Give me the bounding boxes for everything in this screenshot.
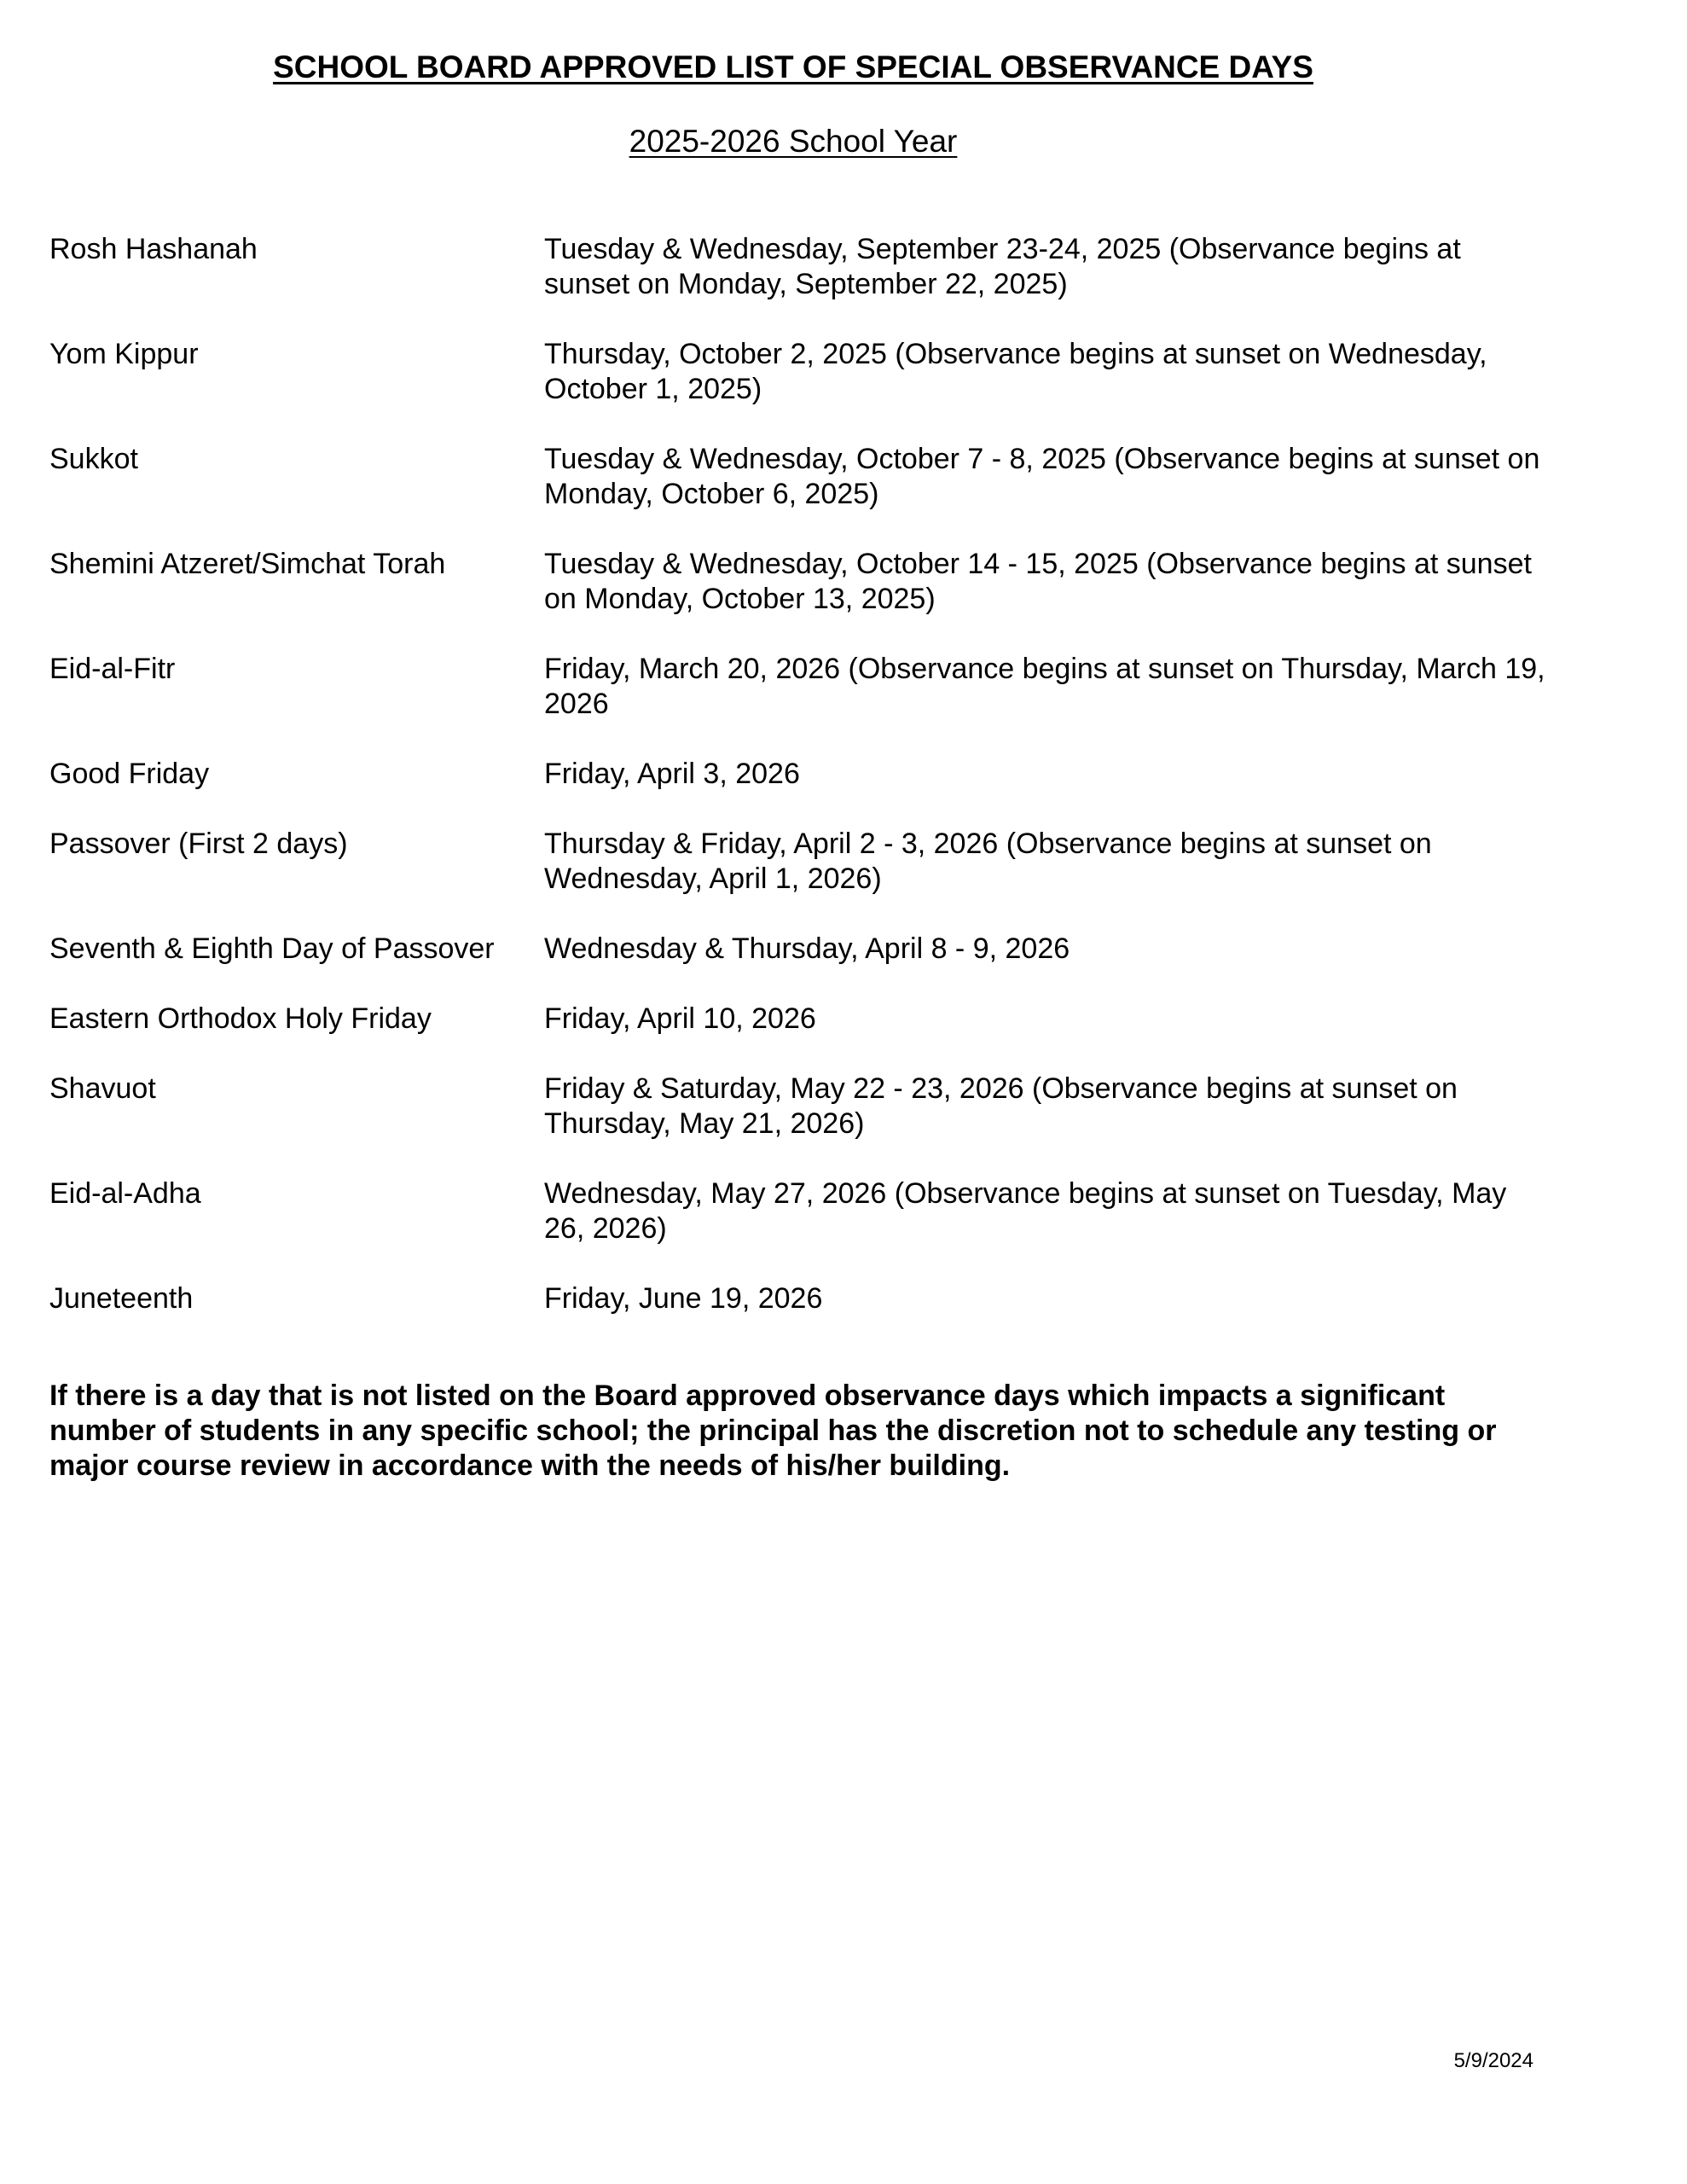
observance-date: Wednesday & Thursday, April 8 - 9, 2026 <box>544 932 1070 965</box>
observance-date: Thursday, October 2, 2025 (Observance begins at sunset on Wednesday, October 1, 2025) <box>544 338 1487 405</box>
observance-row <box>49 232 1551 302</box>
observance-name: Good Friday <box>49 758 210 790</box>
observance-date: Thursday & Friday, April 2 - 3, 2026 (Observance begins at sunset on Wednesday, April 1, 2026) <box>544 828 1432 895</box>
observance-date: Tuesday & Wednesday, October 14 - 15, 2025 (Observance begins at sunset on Monday, October 13, 2025) <box>544 548 1532 615</box>
observance-row <box>49 1002 1551 1037</box>
observance-name: Juneteenth <box>49 1282 194 1315</box>
observance-row <box>49 1281 1551 1316</box>
observance-name: Eid-al-Fitr <box>49 653 176 685</box>
document-title: SCHOOL BOARD APPROVED LIST OF SPECIAL OBSERVANCE DAYS <box>273 49 1313 84</box>
observance-name: Shemini Atzeret/Simchat Torah <box>49 548 446 580</box>
observance-row <box>49 442 1551 512</box>
revision-date: 5/9/2024 <box>1453 2049 1533 2072</box>
observance-date: Friday, April 3, 2026 <box>544 758 800 790</box>
observance-date: Friday, March 20, 2026 (Observance begins at sunset on Thursday, March 19, 2026 <box>544 653 1545 720</box>
observance-name: Shavuot <box>49 1072 156 1105</box>
observance-date: Friday & Saturday, May 22 - 23, 2026 (Observance begins at sunset on Thursday, May 21, 2026) <box>544 1072 1458 1140</box>
observance-date: Tuesday & Wednesday, October 7 - 8, 2025 (Observance begins at sunset on Monday, October 6, 2025) <box>544 443 1540 510</box>
observance-name: Eastern Orthodox Holy Friday <box>49 1002 432 1035</box>
observance-row <box>49 932 1551 967</box>
observance-name: Sukkot <box>49 443 138 475</box>
principal-discretion-note: If there is a day that is not listed on the Board approved observance days which impacts a significant number of students in any specific school; the principal has the discretion not to schedule any testing or major course review in accordance with the needs of his/her building. <box>49 1380 1497 1482</box>
observance-date: Friday, April 10, 2026 <box>544 1002 816 1035</box>
observance-row <box>49 1072 1551 1141</box>
observance-list <box>49 232 1551 1351</box>
observance-date: Wednesday, May 27, 2026 (Observance begins at sunset on Tuesday, May 26, 2026) <box>544 1177 1507 1245</box>
observance-name: Passover (First 2 days) <box>49 828 348 860</box>
observance-name: Eid-al-Adha <box>49 1177 201 1210</box>
observance-row <box>49 827 1551 897</box>
observance-row <box>49 652 1551 722</box>
observance-date: Tuesday & Wednesday, September 23-24, 2025 (Observance begins at sunset on Monday, September 22, 2025) <box>544 233 1461 300</box>
observance-row <box>49 757 1551 792</box>
observance-row <box>49 337 1551 407</box>
observance-name: Rosh Hashanah <box>49 233 258 265</box>
observance-row <box>49 547 1551 617</box>
observance-date: Friday, June 19, 2026 <box>544 1282 823 1315</box>
observance-name: Seventh & Eighth Day of Passover <box>49 932 495 965</box>
observance-name: Yom Kippur <box>49 338 199 370</box>
observance-row <box>49 1176 1551 1246</box>
school-year-subtitle: 2025-2026 School Year <box>629 124 958 159</box>
